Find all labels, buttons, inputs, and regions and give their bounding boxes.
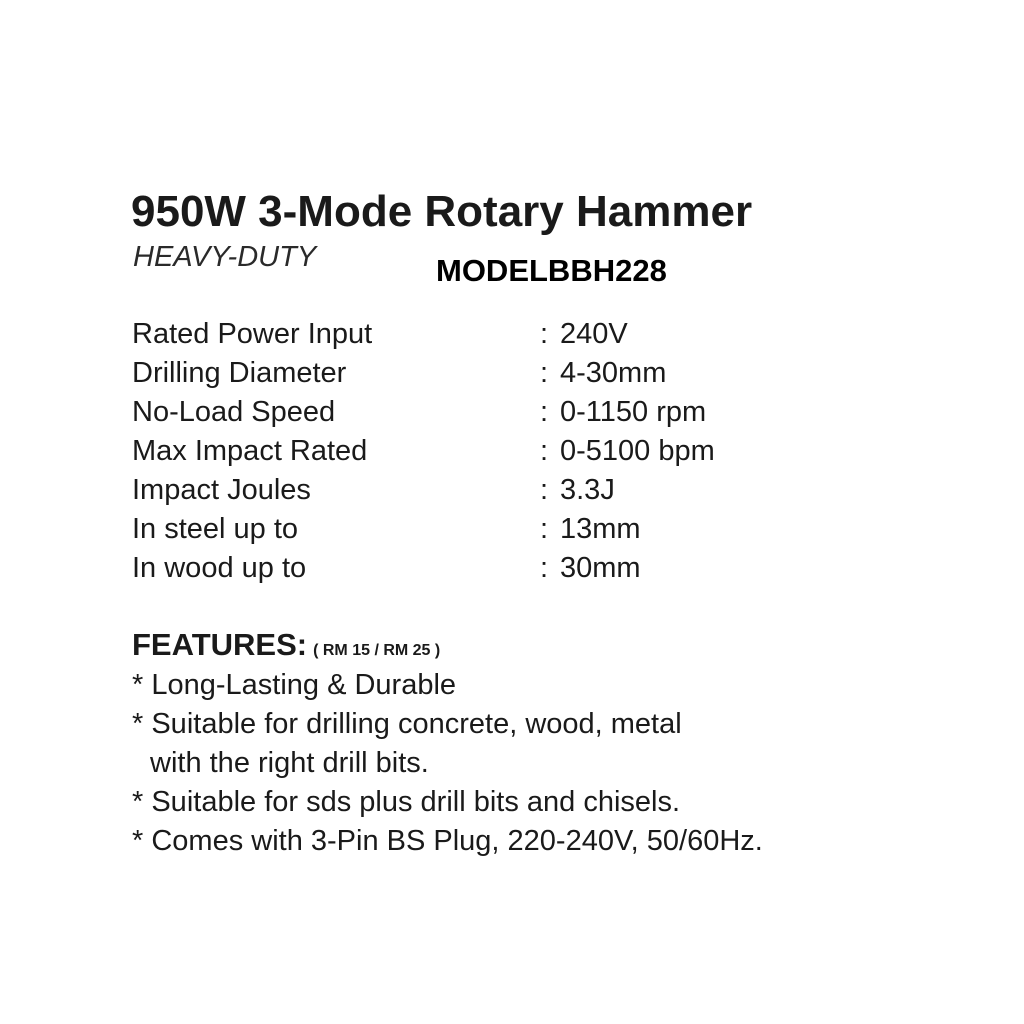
- spec-label: Rated Power Input: [132, 318, 373, 350]
- spec-separator: :: [540, 357, 549, 389]
- feature-item-continuation: with the right drill bits.: [150, 747, 429, 779]
- spec-value: 4-30mm: [560, 357, 667, 389]
- spec-value: 3.3J: [560, 474, 615, 506]
- spec-row-no-load-speed: [132, 393, 892, 432]
- spec-separator: :: [540, 318, 549, 350]
- spec-row-rated-power: [132, 315, 892, 354]
- spec-row-drilling-diameter: [132, 354, 892, 393]
- feature-item: * Suitable for drilling concrete, wood, metal: [132, 708, 682, 740]
- features-heading: [132, 625, 440, 671]
- spec-separator: :: [540, 474, 549, 506]
- spec-value: 30mm: [560, 552, 641, 584]
- spec-label: In wood up to: [132, 552, 307, 584]
- spec-value: 240V: [560, 318, 628, 350]
- spec-label: Max Impact Rated: [132, 435, 368, 467]
- spec-label: In steel up to: [132, 513, 299, 545]
- spec-label: No-Load Speed: [132, 396, 336, 428]
- spec-separator: :: [540, 396, 549, 428]
- spec-value: 0-1150 rpm: [560, 396, 707, 428]
- feature-item: * Suitable for sds plus drill bits and chisels.: [132, 786, 681, 818]
- spec-value: 0-5100 bpm: [560, 435, 715, 467]
- spec-label: Impact Joules: [132, 474, 311, 506]
- product-subtitle: HEAVY-DUTY: [133, 241, 317, 273]
- features-price-note: ( RM 15 / RM 25 ): [313, 642, 441, 659]
- spec-separator: :: [540, 513, 549, 545]
- spec-separator: :: [540, 435, 549, 467]
- feature-item: * Long-Lasting & Durable: [132, 669, 457, 701]
- spec-label: Drilling Diameter: [132, 357, 347, 389]
- model-number: MODELBBH228: [436, 253, 667, 288]
- spec-row-max-impact: [132, 432, 892, 471]
- spec-value: 13mm: [560, 513, 641, 545]
- spec-separator: :: [540, 552, 549, 584]
- spec-row-impact-joules: [132, 471, 892, 510]
- product-title: 950W 3-Mode Rotary Hammer: [131, 187, 753, 236]
- spec-row-steel-capacity: [132, 510, 892, 549]
- feature-item: * Comes with 3-Pin BS Plug, 220-240V, 50/60Hz.: [132, 825, 763, 857]
- spec-row-wood-capacity: [132, 549, 892, 588]
- features-title: FEATURES:: [132, 627, 308, 662]
